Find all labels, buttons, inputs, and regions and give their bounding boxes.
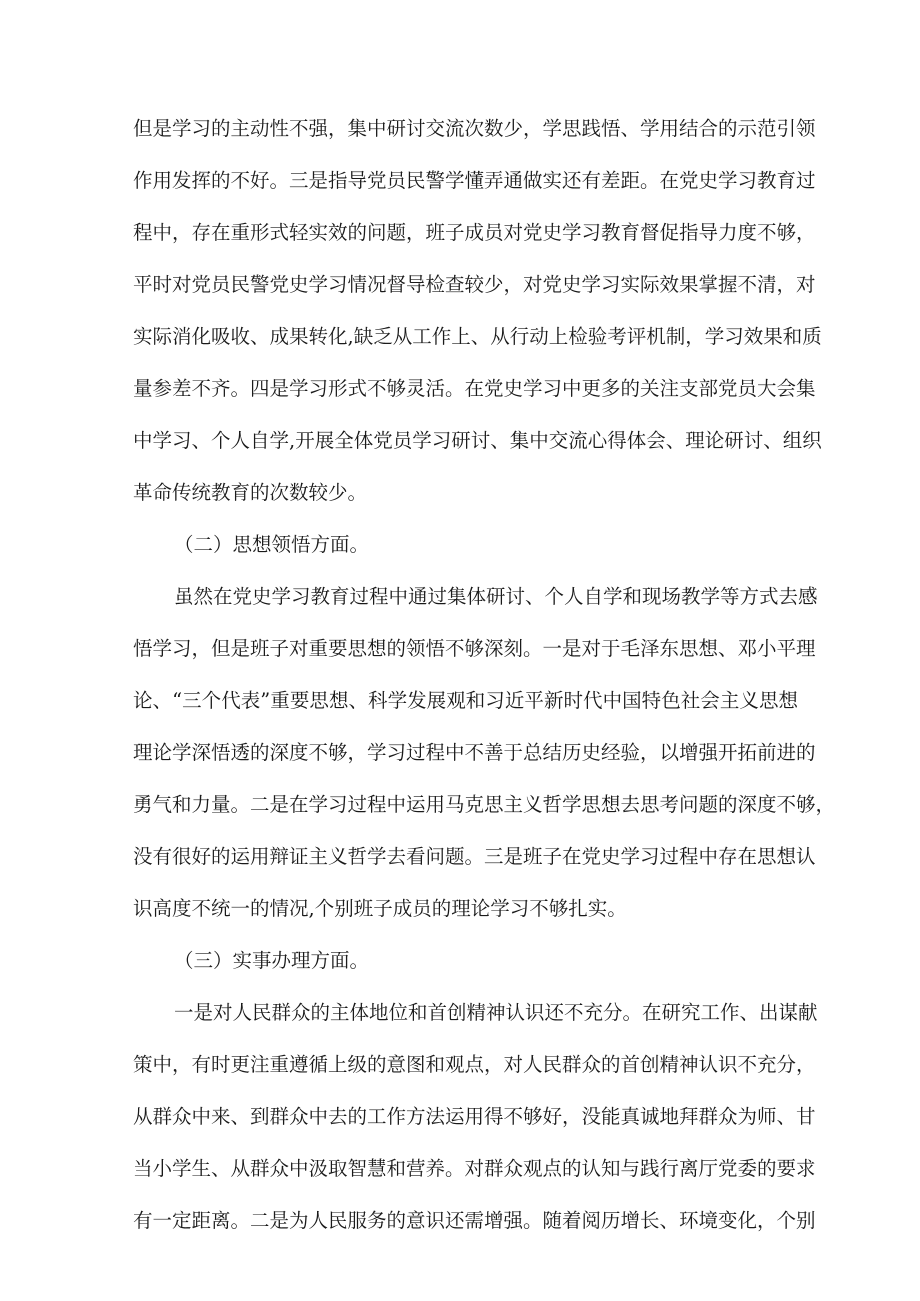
paragraph-line: 论、“三个代表”重要思想、科学发展观和习近平新时代中国特色社会主义思想 [133,689,798,712]
paragraph-line: 理论学深悟透的深度不够，学习过程中不善于总结历史经验，以增强开拓前进的 [133,741,816,764]
paragraph-line: 策中，有时更注重遵循上级的意图和观点，对人民群众的首创精神认识不充分， [133,1053,816,1076]
paragraph-line: 程中，存在重形式轻实效的问题，班子成员对党史学习教育督促指导力度不够， [133,221,816,244]
paragraph-line: 实际消化吸收、成果转化,缺乏从工作上、从行动上检验考评机制，学习效果和质 [133,325,822,348]
paragraph-line: 平时对党员民警党史学习情况督导检查较少，对党史学习实际效果掌握不清，对 [133,273,816,296]
paragraph-line: 中学习、个人自学,开展全体党员学习研讨、集中交流心得体会、理论研讨、组织 [133,429,822,452]
paragraph-line: 但是学习的主动性不强，集中研讨交流次数少，学思践悟、学用结合的示范引领 [133,117,816,140]
paragraph-line: 从群众中来、到群众中去的工作方法运用得不够好，没能真诚地拜群众为师、甘 [133,1105,816,1128]
paragraph-line: 勇气和力量。二是在学习过程中运用马克思主义哲学思想去思考问题的深度不够， [133,793,836,816]
paragraph-line: 悟学习，但是班子对重要思想的领悟不够深刻。一是对于毛泽东思想、邓小平理 [133,637,816,660]
paragraph-line: 没有很好的运用辩证主义哲学去看问题。三是班子在党史学习过程中存在思想认 [133,845,816,868]
paragraph-line: 革命传统教育的次数较少。 [133,481,368,504]
paragraph-line: 量参差不齐。四是学习形式不够灵活。在党史学习中更多的关注支部党员大会集 [133,377,816,400]
paragraph-line: 有一定距离。二是为人民服务的意识还需增强。随着阅历增长、环境变化，个别 [133,1209,816,1232]
paragraph-line: 作用发挥的不好。三是指导党员民警学懂弄通做实还有差距。在党史学习教育过 [133,169,816,192]
paragraph-line: 一是对人民群众的主体地位和首创精神认识还不充分。在研究工作、出谋献 [174,1001,818,1024]
paragraph-line: 虽然在党史学习教育过程中通过集体研讨、个人自学和现场教学等方式去感 [174,585,818,608]
section-heading: （三）实事办理方面。 [174,949,370,972]
paragraph-line: 当小学生、从群众中汲取智慧和营养。对群众观点的认知与践行离厅党委的要求 [133,1157,816,1180]
section-heading: （二）思想领悟方面。 [174,533,370,556]
paragraph-line: 识高度不统一的情况,个别班子成员的理论学习不够扎实。 [133,897,627,920]
